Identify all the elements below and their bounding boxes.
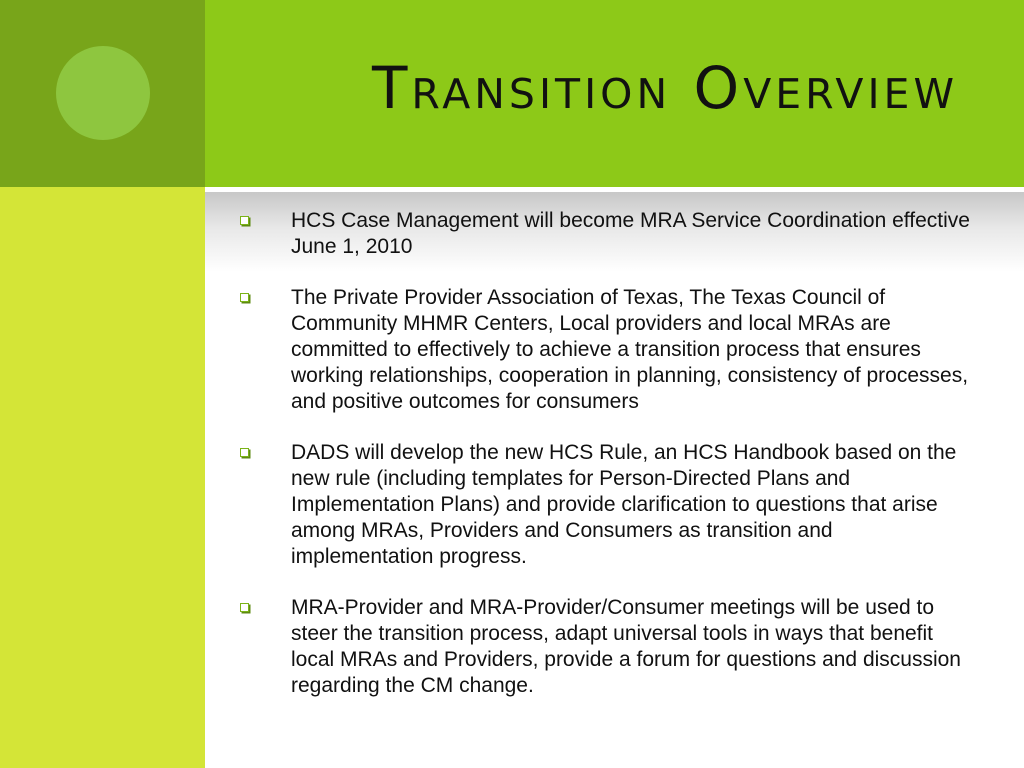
bullet-text: MRA-Provider and MRA-Provider/Consumer meetings will be used to steer the transition process, adapt universal tools in ways that benefit local MRAs and Providers, provide a forum for questions and discussion regarding the CM change. [291, 596, 961, 697]
square-bullet-icon [240, 216, 249, 225]
square-bullet-icon [240, 293, 249, 302]
bullet-item [238, 285, 978, 415]
title-band [205, 0, 1024, 187]
sidebar-top-panel [0, 0, 205, 187]
sidebar-bottom-panel [0, 187, 205, 768]
decorative-circle [56, 46, 150, 140]
bullet-list [238, 208, 978, 724]
bullet-text: The Private Provider Association of Texas, The Texas Council of Community MHMR Centers, Local providers and local MRAs are committed to effectively to achieve a transition process that ensures working relationships, cooperation in planning, consistency of processes, and positive outcomes for consumers [291, 286, 969, 413]
bullet-text: HCS Case Management will become MRA Service Coordination effective June 1, 2010 [291, 209, 970, 258]
slide-title: Transition Overview [371, 54, 958, 122]
bullet-item [238, 440, 978, 570]
square-bullet-icon [240, 448, 249, 457]
square-bullet-icon [240, 603, 249, 612]
bullet-item [238, 208, 978, 260]
bullet-item [238, 595, 978, 699]
bullet-text: DADS will develop the new HCS Rule, an HCS Handbook based on the new rule (including templates for Person-Directed Plans and Implementation Plans) and provide clarification to questions that arise among MRAs, Providers and Consumers as transition and implementation progress. [291, 441, 957, 568]
